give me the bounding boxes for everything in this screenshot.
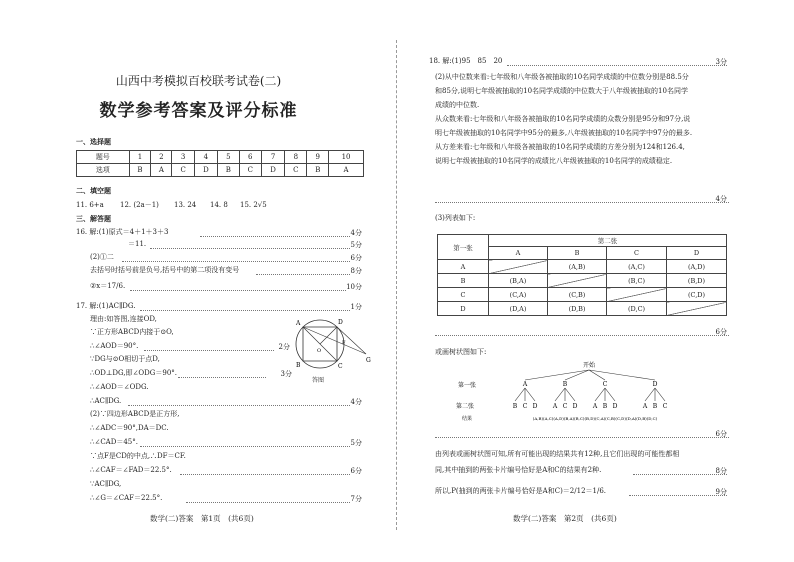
- conclusion-line2: 同,其中抽到的两张卡片编号恰好是A和C的结果有2种.: [435, 466, 602, 474]
- tree-node-level2: C: [662, 403, 668, 410]
- table-cell: (C,B): [547, 288, 606, 302]
- q18-line7: 从方差来看:七年级和八年级各被抽取的10名同学成绩的方差分别为124和126.4,: [435, 143, 685, 151]
- tree-diagram: [437, 360, 729, 426]
- q17-score2: 2分: [278, 343, 290, 351]
- q17-line6: ∴OD⊥DG,即∠ODG＝90°.: [90, 369, 178, 377]
- q17-line8: ∴AC∥DG.: [90, 397, 122, 405]
- q18-line1: 18. 解:(1)95 85 20: [429, 57, 503, 65]
- answer-table-head-row: [77, 151, 364, 164]
- table-row: [438, 274, 727, 288]
- q18-line8: 说明七年级被抽取的10名同学的成绩比八年级被抽取的10名同学的成绩稳定.: [435, 157, 673, 165]
- fill-12: 12. (2a－1): [120, 201, 159, 209]
- fill-11: 11. 6+a: [76, 201, 104, 209]
- table-col-head: B: [547, 247, 606, 260]
- q18-line6: 明七年级被抽取的10名同学中95分的最多,八年级被抽取的10名同学中97分的最多.: [435, 129, 693, 137]
- table-cell: [489, 260, 548, 274]
- table-row: [438, 260, 727, 274]
- q17-score6: 6分: [350, 467, 362, 475]
- tree-node-level2: C: [522, 403, 528, 410]
- section-solve: 三、解答题: [76, 214, 111, 223]
- q18-score2: 4分: [715, 195, 727, 203]
- right-page: [397, 0, 794, 562]
- q17-line3: ∵正方形ABCD内接于⊙O,: [90, 328, 174, 336]
- answer-table: [76, 150, 364, 177]
- tree-node-level2: B: [652, 403, 658, 410]
- q18-line3: 和85分,说明七年级被抽取的10名同学成绩的中位数大于八年级被抽取的10名同学: [435, 87, 688, 95]
- tree-branch: [589, 370, 655, 380]
- table-row-head: D: [438, 302, 489, 316]
- q17-line9: (2)∵四边形ABCD是正方形,: [90, 410, 180, 418]
- tree-branch: [605, 388, 615, 401]
- table-cell: (C,D): [666, 288, 726, 302]
- right-footer: 数学(二)答案 第2页 (共6页): [513, 514, 617, 523]
- q18-score5: 8分: [715, 467, 727, 475]
- tree-node-level1: D: [652, 381, 658, 388]
- table-row-head: A: [438, 260, 489, 274]
- answer-head-cell: 8: [285, 151, 307, 164]
- table-cell: (B,D): [666, 274, 726, 288]
- fill-13: 13. 24: [174, 201, 197, 209]
- table-col-head: A: [489, 247, 548, 260]
- table-cell: (D,C): [607, 302, 667, 316]
- table-cell: [666, 302, 726, 316]
- fig-label-c: C: [338, 363, 343, 370]
- q17-score1: 1分: [350, 303, 362, 311]
- table-cell: [607, 288, 667, 302]
- tree-node-level2: A: [592, 403, 598, 410]
- table-cell: (A,C): [607, 260, 667, 274]
- q16-score1: 4分: [350, 229, 362, 237]
- answer-cell: B: [218, 164, 240, 177]
- conclusion-line1: 由列表或画树状图可知,所有可能出现的结果共有12种,且它们出现的可能性都相: [435, 450, 680, 458]
- fill-15: 15. 2√5: [240, 201, 267, 209]
- answer-head-cell: 1: [129, 151, 151, 164]
- geometry-figure: [290, 312, 374, 382]
- q17-line13: ∴∠CAF＝∠FAD＝22.5°.: [90, 466, 172, 474]
- tree-node-level1: C: [602, 381, 608, 388]
- fill-14: 14. 8: [210, 201, 228, 209]
- table-row: [438, 302, 727, 316]
- tree-level2-label: 第二张: [455, 403, 475, 410]
- q17-line12: ∵点F是CD的中点,∴DF＝CF.: [90, 452, 186, 460]
- q18-score6: 9分: [715, 488, 727, 496]
- answer-table-answer-row: [77, 164, 364, 177]
- tree-node-level2: D: [572, 403, 578, 410]
- q18-line2: (2)从中位数来看:七年级和八年级各被抽取的10名同学成绩的中位数分别是88.5分: [435, 73, 689, 81]
- tree-node-level1: A: [522, 381, 528, 388]
- answer-cell: B: [307, 164, 329, 177]
- q17-line4: ∴∠AOD＝90°.: [90, 342, 139, 350]
- table-row-head: B: [438, 274, 489, 288]
- fig-label-o: O: [317, 348, 322, 354]
- tree-branch: [555, 388, 565, 401]
- fig-label-f: F: [342, 340, 346, 346]
- q16-line1: 16. 解:(1)原式＝4＋1＋3＋3: [76, 228, 169, 236]
- answer-cell: C: [172, 164, 194, 177]
- tree-node-level2: D: [532, 403, 538, 410]
- outcome-table: [437, 234, 727, 316]
- answer-cell: 选项: [77, 164, 130, 177]
- tree-root-label: 开始: [582, 362, 596, 369]
- tree-result-label: 结果: [461, 416, 473, 422]
- q16-score4: 8分: [350, 267, 362, 275]
- q18-line4: 成绩的中位数.: [435, 101, 480, 109]
- q17-line5: ∵DG与⊙O相切于点D,: [90, 355, 160, 363]
- q17-line11: ∴∠CAD＝45°.: [90, 438, 138, 446]
- q18-score4: 6分: [715, 430, 727, 438]
- exam-title: 山西中考模拟百校联考试卷(二): [115, 74, 282, 88]
- answer-head-cell: 10: [329, 151, 364, 164]
- tree-results-row: (A,B)(A,C)(A,D)(B,A)(B,C)(B,D)(C,A)(C,B)(C,D)(D,A)(D,B)(D,C): [532, 416, 658, 421]
- answer-head-cell: 2: [151, 151, 172, 164]
- fig-label-b: B: [296, 362, 301, 369]
- answer-cell: A: [151, 164, 172, 177]
- table-cell: [547, 274, 606, 288]
- answer-head-cell: 9: [307, 151, 329, 164]
- fig-label-a: A: [296, 320, 301, 327]
- section-choice: 一、选择题: [76, 137, 111, 146]
- tree-branch: [525, 370, 589, 380]
- answer-cell: A: [329, 164, 364, 177]
- q17-line15: ∴∠G＝∠CAF＝22.5°.: [90, 494, 163, 502]
- table-row-head: C: [438, 288, 489, 302]
- q17-line1: 17. 解:(1)AC∥DG.: [76, 302, 136, 310]
- tree-node-level2: B: [512, 403, 518, 410]
- tree-node-level2: B: [602, 403, 608, 410]
- tree-branch: [595, 388, 605, 401]
- tree-branch: [565, 370, 589, 380]
- answer-cell: B: [129, 164, 151, 177]
- answer-head-cell: 6: [239, 151, 261, 164]
- answer-cell: D: [194, 164, 217, 177]
- table-body: [438, 260, 727, 316]
- answer-head-cell: 7: [261, 151, 284, 164]
- q18-score1: 3分: [715, 58, 727, 66]
- fig-label-d: D: [338, 319, 343, 326]
- table-cell: (B,A): [489, 274, 548, 288]
- q17-line7: ∴∠AOD＝∠ODG.: [90, 383, 149, 391]
- tree-branch: [565, 388, 575, 401]
- answer-key-title: 数学参考答案及评分标准: [99, 101, 298, 121]
- q17-line2: 理由:如答图,连接OD,: [90, 315, 157, 323]
- q16-line4: 去括号时括号前是负号,括号中的第二项没有变号: [90, 266, 240, 274]
- table-cell: (C,A): [489, 288, 548, 302]
- q16-score5: 10分: [346, 283, 362, 291]
- table-second-label: 第二张: [489, 235, 727, 247]
- q16-line3: (2)①二: [90, 253, 114, 261]
- table-cell: (A,B): [547, 260, 606, 274]
- table-cell: (D,B): [547, 302, 606, 316]
- q17-line10: ∴∠ADC＝90°,DA＝DC.: [90, 424, 169, 432]
- section-fill: 二、填空题: [76, 186, 111, 195]
- q17-line14: ∵AC∥DG,: [90, 480, 122, 488]
- tree-level1-label: 第一张: [457, 382, 477, 389]
- answer-cell: D: [261, 164, 284, 177]
- tree-intro: 或画树状图如下:: [435, 348, 487, 356]
- table-col-head: C: [607, 247, 667, 260]
- answer-head-cell: 3: [172, 151, 194, 164]
- q17-score4: 4分: [350, 398, 362, 406]
- tree-branch: [515, 388, 525, 401]
- tree-branch: [645, 388, 655, 401]
- q18-score3: 6分: [715, 328, 727, 336]
- fig-label-g: G: [366, 357, 371, 364]
- conclusion-line3: 所以,P(抽到的两张卡片编号恰好是A和C)＝2/12＝1/6.: [435, 487, 607, 495]
- table-corner: [438, 235, 489, 260]
- q18-line9: (3)列表如下:: [435, 214, 476, 222]
- tree-node-level1: B: [562, 381, 568, 388]
- figure-caption: 答图: [312, 377, 325, 384]
- q17-score3: 3分: [280, 370, 292, 378]
- tree-node-level2: A: [642, 403, 648, 410]
- answer-cell: C: [239, 164, 261, 177]
- tree-branch: [655, 388, 665, 401]
- answer-head-cell: 4: [194, 151, 217, 164]
- table-first-label: 第一张: [453, 243, 473, 252]
- answer-head-cell: 5: [218, 151, 240, 164]
- answer-cell: C: [285, 164, 307, 177]
- tree-node-level2: A: [552, 403, 558, 410]
- table-row: [438, 288, 727, 302]
- table-cell: (A,D): [666, 260, 726, 274]
- q18-line5: 从众数来看:七年级和八年级各被抽取的10名同学成绩的众数分别是95分和97分,说: [435, 115, 691, 123]
- tree-branch: [525, 388, 535, 401]
- tree-node-level2: C: [562, 403, 568, 410]
- table-cell: (B,C): [607, 274, 667, 288]
- q16-line5: ②x＝17/6.: [90, 282, 126, 290]
- table-cell: (D,A): [489, 302, 548, 316]
- tree-node-level2: D: [612, 403, 618, 410]
- table-col-head: D: [666, 247, 726, 260]
- q16-score2: 5分: [350, 241, 362, 249]
- answer-head-cell: 题号: [77, 151, 130, 164]
- q16-score3: 6分: [350, 254, 362, 262]
- q16-line2: ＝11.: [128, 240, 147, 248]
- q17-score5: 5分: [350, 439, 362, 447]
- left-footer: 数学(二)答案 第1页 (共6页): [150, 514, 254, 523]
- q17-score7: 7分: [350, 495, 362, 503]
